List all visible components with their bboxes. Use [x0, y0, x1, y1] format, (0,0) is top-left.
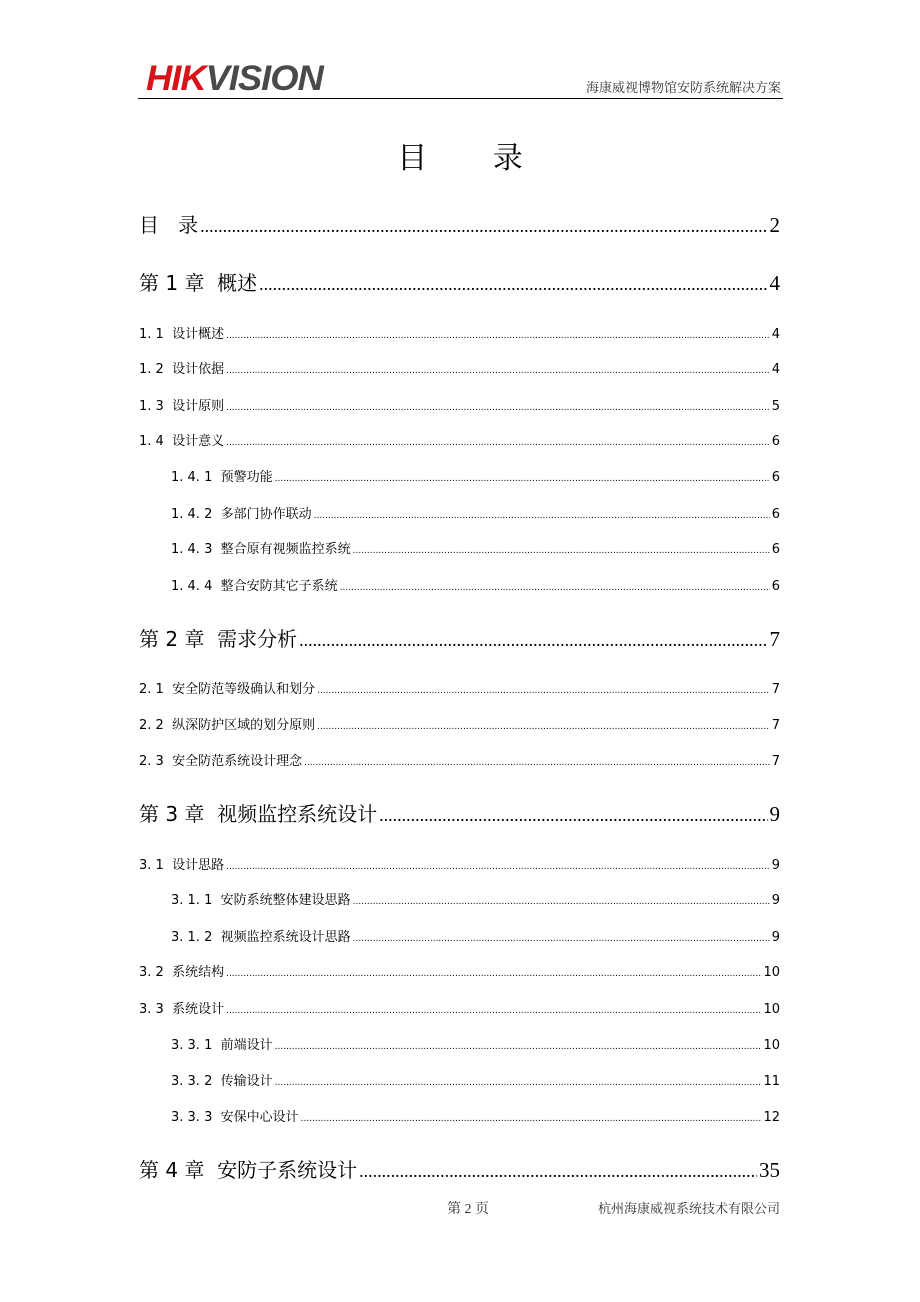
toc-entry-label: 1. 3 设计原则: [139, 399, 225, 414]
toc-entry[interactable]: [139, 1154, 780, 1183]
toc-dot-leader: [200, 216, 767, 237]
toc-entry-label: 2. 3 安全防范系统设计理念: [139, 754, 303, 769]
footer-page-number: 第 2 页: [447, 1202, 489, 1217]
toc-dot-leader: [226, 862, 770, 872]
toc-entry-page-number: 6: [771, 434, 780, 449]
toc-entry-label: 3. 1 设计思路: [139, 858, 225, 873]
toc-entry-page-number: 9: [771, 893, 780, 908]
toc-entry-page-number: 7: [771, 718, 780, 733]
toc-entry-page-number: 9: [771, 858, 780, 873]
toc-dot-leader: [340, 583, 770, 593]
toc-entry[interactable]: [139, 323, 780, 342]
toc-dot-leader: [275, 474, 770, 484]
toc-entry-page-number: 9: [769, 802, 780, 826]
toc-dot-leader: [353, 546, 770, 556]
toc-entry-label: 3. 1. 1 安防系统整体建设思路: [171, 893, 351, 908]
toc-entry-page-number: 7: [771, 682, 780, 697]
toc-entry[interactable]: [139, 854, 780, 873]
toc-dot-leader: [301, 1114, 762, 1124]
toc-dot-leader: [314, 511, 770, 521]
toc-entry-page-number: 6: [771, 579, 780, 594]
toc-dot-leader: [379, 805, 767, 826]
toc-entry-label: 第 4 章 安防子系统设计: [139, 1158, 358, 1182]
toc-entry-page-number: 4: [771, 327, 780, 342]
toc-entry-page-number: 4: [769, 271, 780, 295]
toc-entry[interactable]: [171, 926, 780, 945]
toc-entry-label: 1. 1 设计概述: [139, 327, 225, 342]
toc-entry-page-number: 6: [771, 470, 780, 485]
toc-entry[interactable]: [171, 503, 780, 522]
toc-entry[interactable]: [171, 1034, 780, 1053]
toc-entry-label: 目 录: [139, 213, 199, 237]
toc-entry-label: 1. 2 设计依据: [139, 362, 225, 377]
toc-entry-page-number: 7: [771, 754, 780, 769]
toc-dot-leader: [304, 758, 770, 768]
toc-entry[interactable]: [171, 1106, 780, 1125]
toc-entry[interactable]: [139, 395, 780, 414]
toc-dot-leader: [299, 630, 767, 651]
toc-entry-page-number: 10: [763, 1002, 780, 1017]
toc-dot-leader: [275, 1078, 762, 1088]
logo-hik-text: HIK: [146, 59, 206, 98]
footer-company-name: 杭州海康威视系统技术有限公司: [597, 1202, 780, 1217]
toc-dot-leader: [226, 1006, 761, 1016]
toc-entry-label: 1. 4. 2 多部门协作联动: [171, 507, 312, 522]
toc-entry-label: 3. 3. 2 传输设计: [171, 1074, 273, 1089]
toc-dot-leader: [317, 722, 770, 732]
toc-entry-label: 第 1 章 概述: [139, 271, 258, 295]
logo-vision-text: VISION: [205, 59, 323, 98]
toc-entry-label: 1. 4. 1 预警功能: [171, 470, 273, 485]
toc-dot-leader: [259, 274, 767, 295]
toc-entry[interactable]: [171, 575, 780, 594]
toc-entry[interactable]: [139, 358, 780, 377]
toc-entry-label: 1. 4. 3 整合原有视频监控系统: [171, 542, 351, 557]
toc-entry-page-number: 35: [759, 1158, 780, 1182]
toc-entry-label: 2. 2 纵深防护区域的划分原则: [139, 718, 316, 733]
toc-entry-page-number: 10: [763, 1038, 780, 1053]
toc-entry-page-number: 12: [763, 1110, 780, 1125]
toc-entry[interactable]: [139, 714, 780, 733]
toc-dot-leader: [226, 366, 770, 376]
toc-dot-leader: [275, 1042, 762, 1052]
toc-dot-leader: [353, 934, 770, 944]
toc-entry[interactable]: [139, 430, 780, 449]
toc-entry[interactable]: [139, 750, 780, 769]
toc-dot-leader: [359, 1161, 757, 1182]
toc-entry-label: 第 3 章 视频监控系统设计: [139, 802, 378, 826]
toc-entry-label: 3. 3. 1 前端设计: [171, 1038, 273, 1053]
toc-dot-leader: [226, 331, 770, 341]
toc-entry-label: 3. 3. 3 安保中心设计: [171, 1110, 299, 1125]
toc-entry[interactable]: [139, 678, 780, 697]
toc-dot-leader: [226, 403, 770, 413]
toc-heading: 目 录: [397, 141, 551, 176]
toc-entry-label: 1. 4. 4 整合安防其它子系统: [171, 579, 338, 594]
toc-dot-leader: [317, 686, 770, 696]
toc-dot-leader: [226, 438, 770, 448]
toc-entry[interactable]: [139, 623, 780, 652]
toc-entry-page-number: 2: [769, 213, 780, 237]
toc-entry[interactable]: [171, 1070, 780, 1089]
toc-entry-label: 3. 1. 2 视频监控系统设计思路: [171, 930, 351, 945]
toc-entry-page-number: 11: [763, 1074, 780, 1089]
toc-entry-page-number: 4: [771, 362, 780, 377]
toc-entry-page-number: 6: [771, 542, 780, 557]
toc-entry[interactable]: [139, 798, 780, 827]
header-document-title: 海康威视博物馆安防系统解决方案: [585, 81, 781, 96]
toc-entry-label: 第 2 章 需求分析: [139, 627, 298, 651]
toc-dot-leader: [353, 897, 770, 907]
toc-entry[interactable]: [139, 961, 780, 980]
toc-entry-label: 3. 2 系统结构: [139, 965, 225, 980]
toc-entry[interactable]: [139, 267, 780, 296]
toc-entry[interactable]: [139, 998, 780, 1017]
toc-entry[interactable]: [171, 466, 780, 485]
toc-entry-page-number: 6: [771, 507, 780, 522]
toc-entry-page-number: 5: [771, 399, 780, 414]
toc-entry-page-number: 9: [771, 930, 780, 945]
toc-entry-page-number: 7: [769, 627, 780, 651]
toc-entry-label: 3. 3 系统设计: [139, 1002, 225, 1017]
hikvision-logo: [146, 60, 323, 98]
toc-entry-label: 1. 4 设计意义: [139, 434, 225, 449]
page-header: [138, 60, 783, 99]
toc-entry-page-number: 10: [763, 965, 780, 980]
toc-entry[interactable]: [171, 889, 780, 908]
toc-dot-leader: [226, 969, 761, 979]
toc-entry-label: 2. 1 安全防范等级确认和划分: [139, 682, 316, 697]
toc-entry[interactable]: [139, 209, 780, 238]
toc-entry[interactable]: [171, 538, 780, 557]
